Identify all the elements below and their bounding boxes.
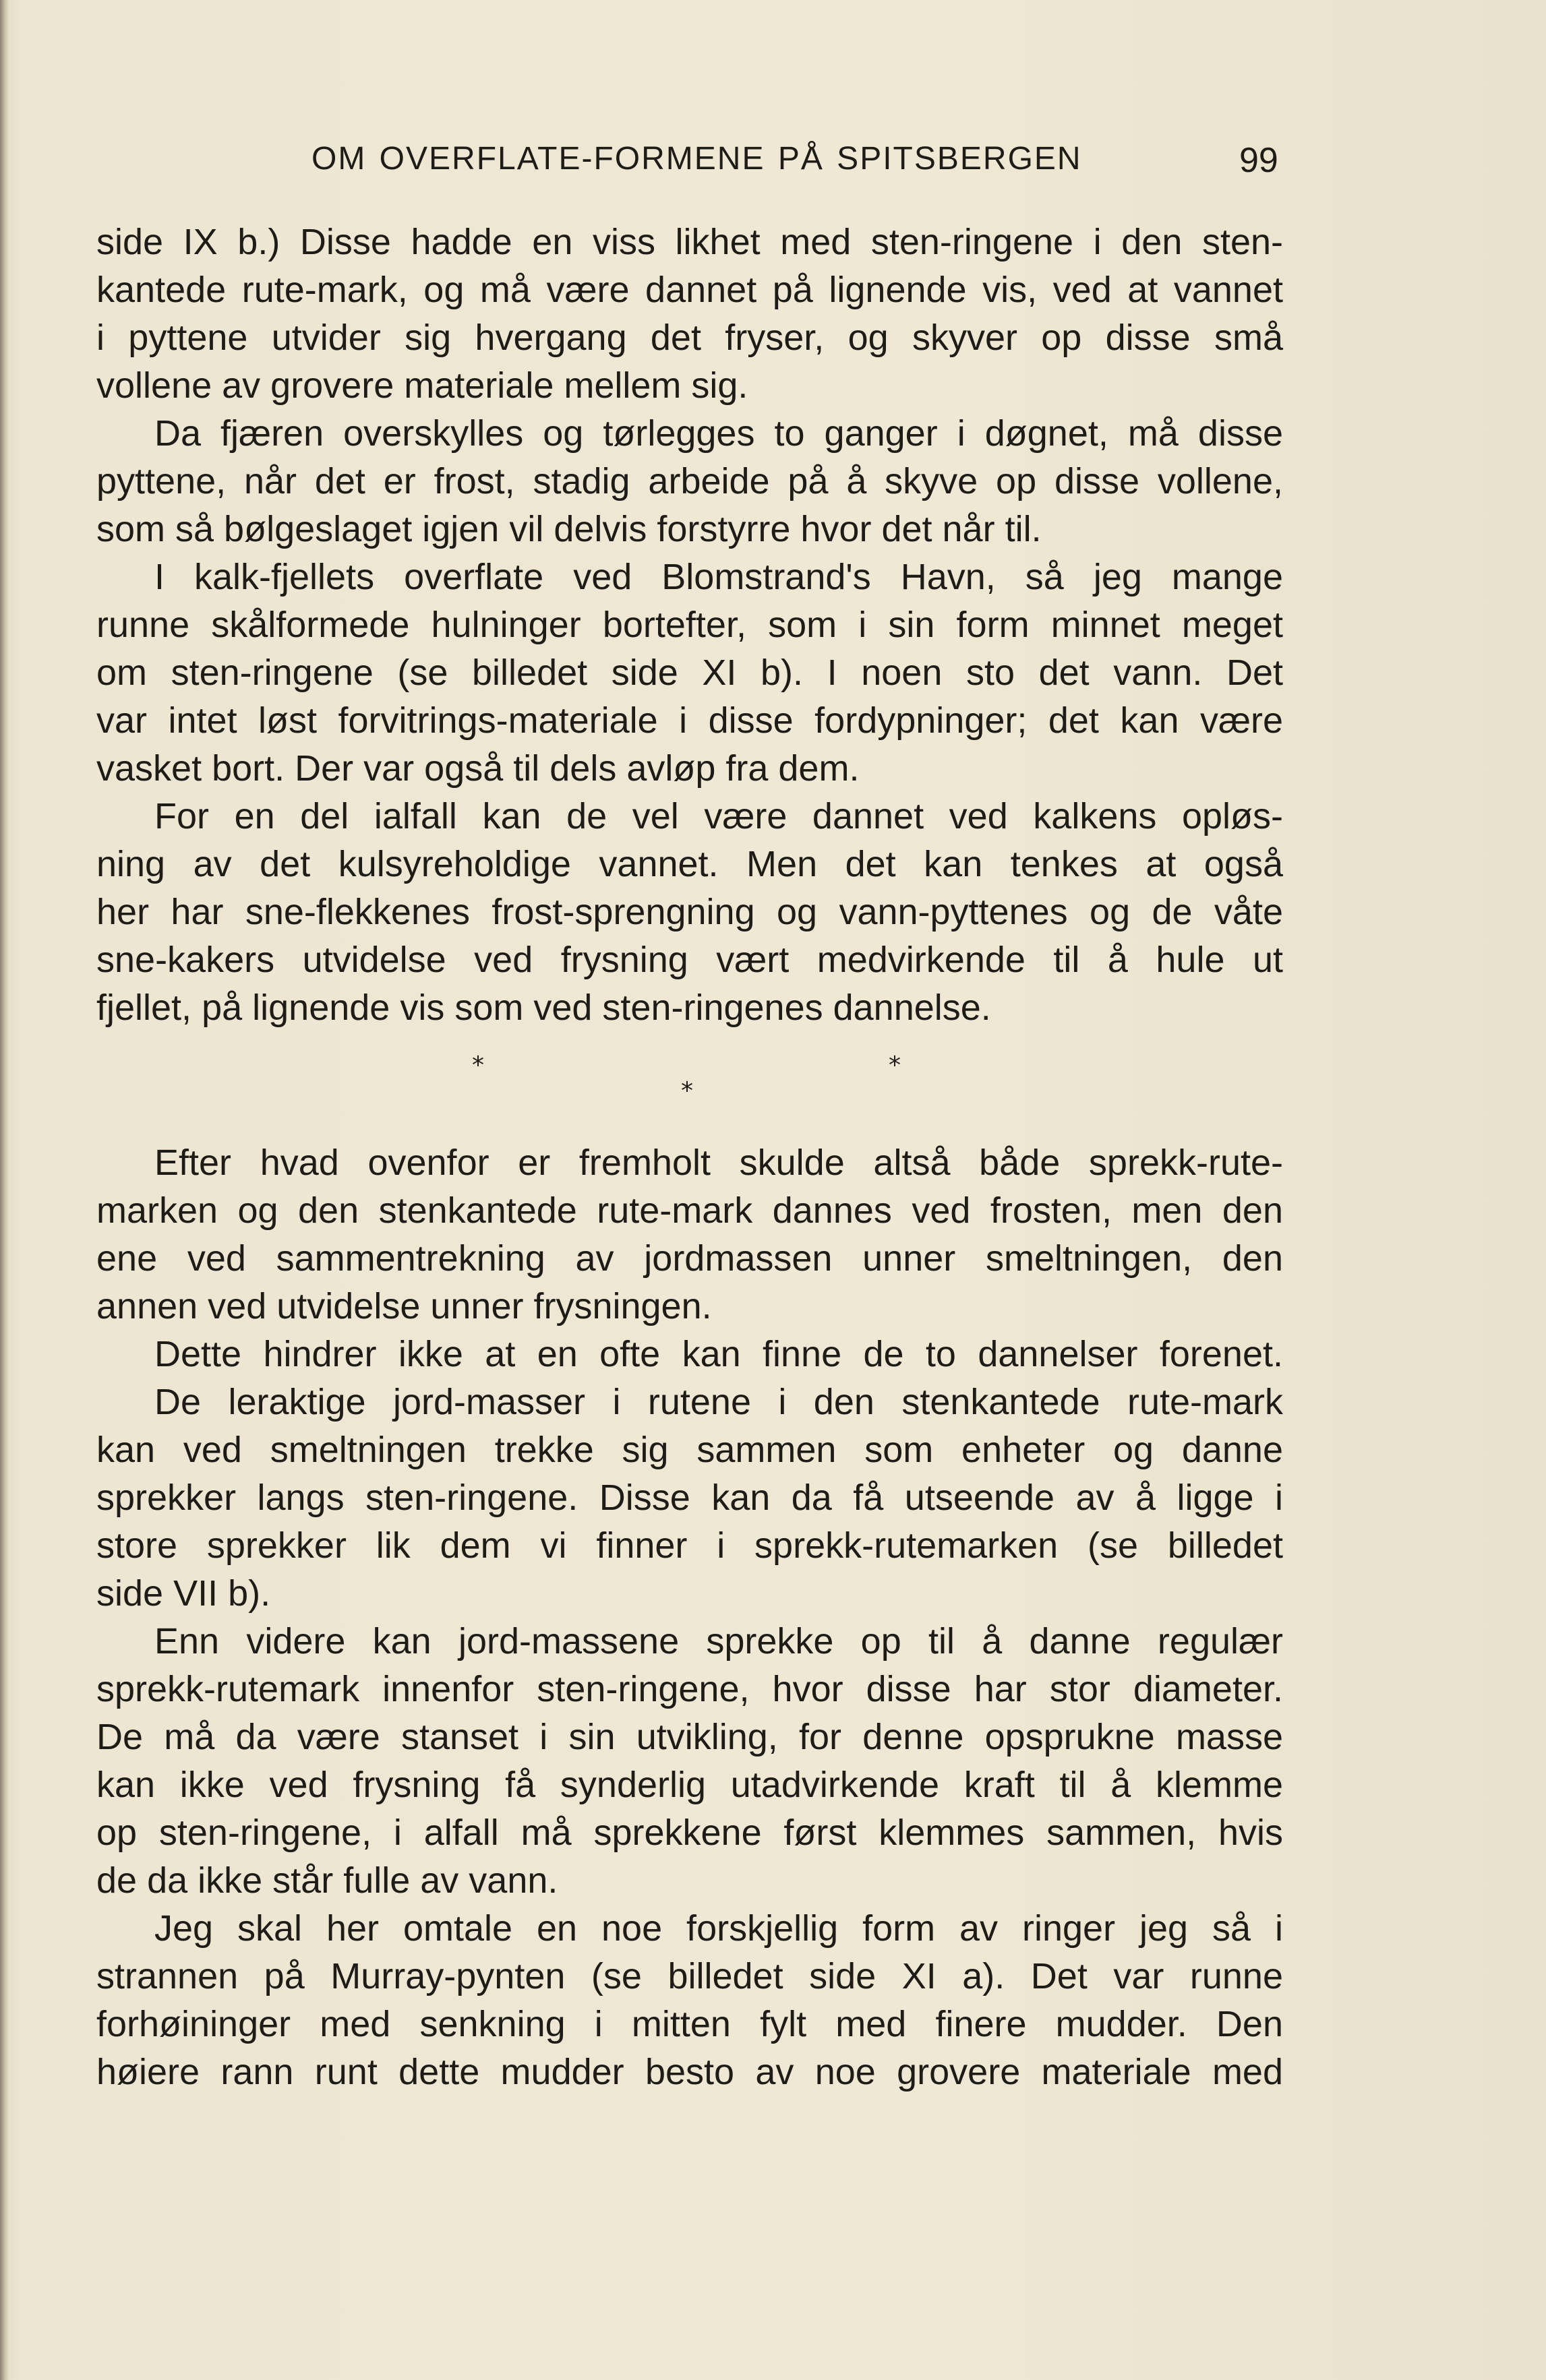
text-line: fjellet, på lignende vis som ved sten-ringenes dannelse.: [96, 987, 991, 1028]
text-line: De må da være stanset i sin utvikling, for denne opsprukne masse: [96, 1717, 1283, 1757]
text-line: om sten-ringene (se billedet side XI b). I noen sto det vann. Det: [96, 652, 1283, 693]
section-break-asterisks: [0, 1051, 1546, 1105]
text-line: vasket bort. Der var også til dels avløp fra dem.: [96, 748, 860, 789]
text-section-2: [96, 1139, 1283, 2096]
text-line: annen ved utvidelse unner frysningen.: [96, 1286, 712, 1326]
page-number: 99: [1239, 141, 1278, 180]
text-line: Da fjæren overskylles og tørlegges to ganger i døgnet, må disse: [154, 413, 1283, 454]
text-line: Efter hvad ovenfor er fremholt skulde altså både sprekk-rute-: [154, 1142, 1283, 1183]
text-line: sprekker langs sten-ringene. Disse kan da få utseende av å ligge i: [96, 1477, 1283, 1518]
text-line: vollene av grovere materiale mellem sig.: [96, 365, 748, 406]
text-line: strannen på Murray-pynten (se billedet side XI a). Det var runne: [96, 1956, 1283, 1996]
text-line: De leraktige jord-masser i rutene i den stenkantede rute-mark: [154, 1382, 1283, 1422]
text-line: store sprekker lik dem vi finner i sprekk-rutemarken (se billedet: [96, 1525, 1283, 1566]
text-line: side IX b.) Disse hadde en viss likhet med sten-ringene i den sten-: [96, 222, 1283, 262]
running-title: OM OVERFLATE-FORMENE PÅ SPITSBERGEN: [311, 141, 1082, 177]
text-line: side VII b).: [96, 1573, 271, 1614]
text-line: Dette hindrer ikke at en ofte kan finne de to dannelser forenet.: [154, 1334, 1283, 1374]
text-line: op sten-ringene, i alfall må sprekkene først klemmes sammen, hvis: [96, 1812, 1283, 1853]
text-line: For en del ialfall kan de vel være dannet ved kalkens opløs-: [154, 796, 1283, 836]
text-line: som så bølgeslaget igjen vil delvis forstyrre hvor det når til.: [96, 509, 1042, 549]
asterisk: *: [472, 1051, 484, 1079]
text-line: Enn videre kan jord-massene sprekke op til å danne regulær: [154, 1621, 1283, 1661]
text-section-1: [96, 218, 1283, 1032]
text-line: ene ved sammentrekning av jordmassen unner smeltningen, den: [96, 1238, 1283, 1279]
text-line: høiere rann runt dette mudder besto av noe grovere materiale med: [96, 2052, 1283, 2092]
text-line: sne-kakers utvidelse ved frysning vært medvirkende til å hule ut: [96, 940, 1283, 980]
text-line: de da ikke står fulle av vann.: [96, 1860, 558, 1901]
text-line: Jeg skal her omtale en noe forskjellig form av ringer jeg så i: [154, 1908, 1283, 1949]
text-line: i pyttene utvider sig hvergang det fryser, og skyver op disse små: [96, 317, 1283, 358]
text-line: sprekk-rutemark innenfor sten-ringene, hvor disse har stor diameter.: [96, 1669, 1283, 1709]
binding-edge-shadow: [0, 0, 9, 2380]
asterisk: *: [889, 1051, 901, 1079]
asterisk: *: [681, 1077, 693, 1105]
text-line: I kalk-fjellets overflate ved Blomstrand's Havn, så jeg mange: [154, 557, 1283, 597]
text-line: forhøininger med senkning i mitten fylt med finere mudder. Den: [96, 2004, 1283, 2044]
text-line: marken og den stenkantede rute-mark dannes ved frosten, men den: [96, 1190, 1283, 1231]
text-line: kantede rute-mark, og må være dannet på lignende vis, ved at vannet: [96, 270, 1283, 310]
text-line: runne skålformede hulninger bortefter, som i sin form minnet meget: [96, 605, 1283, 645]
text-line: her har sne-flekkenes frost-sprengning og vann-pyttenes og de våte: [96, 892, 1283, 932]
text-line: pyttene, når det er frost, stadig arbeide på å skyve op disse vollene,: [96, 461, 1283, 501]
text-line: kan ikke ved frysning få synderlig utadvirkende kraft til å klemme: [96, 1765, 1283, 1805]
text-line: ning av det kulsyreholdige vannet. Men det kan tenkes at også: [96, 844, 1283, 884]
text-line: var intet løst forvitrings-materiale i disse fordypninger; det kan være: [96, 700, 1283, 741]
text-line: kan ved smeltningen trekke sig sammen som enheter og danne: [96, 1430, 1283, 1470]
